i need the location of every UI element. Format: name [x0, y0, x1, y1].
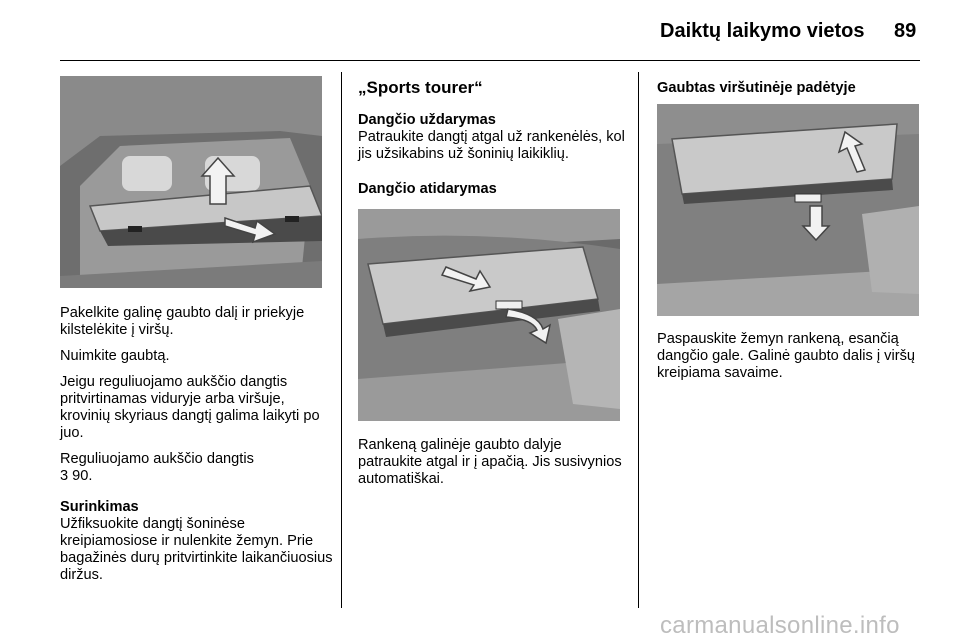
opening-caption: Rankeną galinėje gaubto dalyje patraukite atgal ir į apačią. Jis susivynios automatiškai. [358, 437, 622, 487]
closing-title: Dangčio uždarymas [358, 112, 496, 128]
col1-paragraph-3: Jeigu reguliuojamo aukščio dangtis pritvirtinamas viduryje arba viršuje, krovinių skyriaus dangtį galima laikyti po juo. [60, 374, 320, 441]
column-divider-2 [638, 72, 639, 608]
col1-text [60, 305, 334, 584]
opening-title: Dangčio atidarymas [358, 181, 497, 197]
closing-block [358, 112, 626, 163]
col1-paragraph-4: Reguliuojamo aukščio dangtis [60, 451, 254, 467]
page-header [0, 0, 960, 62]
cross-reference-link[interactable]: 3 90. [60, 468, 93, 484]
section-title: „Sports tourer“ [358, 78, 483, 97]
col1-paragraph-1: Pakelkite galinę gaubto dalį ir priekyje kilstelėkite į viršų. [60, 305, 305, 338]
closing-text: Patraukite dangtį atgal už rankenėlės, kol jis užsikabins už šoninių laikiklių. [358, 129, 625, 162]
column-divider-1 [341, 72, 342, 608]
col1-paragraph-2: Nuimkite gaubtą. [60, 348, 170, 364]
header-rule [60, 60, 920, 61]
page-number: 89 [894, 20, 917, 42]
upper-position-caption: Paspauskite žemyn rankeną, esančią dangčio gale. Galinė gaubto dalis į viršų kreipiama savaime. [657, 331, 915, 381]
assembly-text: Užfiksuokite dangtį šoninėse kreipiamosiose ir nulenkite žemyn. Prie bagažinės durų pritvirtinkite laikančiuosius diržus. [60, 516, 333, 583]
figure-cover-removal [60, 76, 322, 288]
upper-position-subhead: Gaubtas viršutinėje padėtyje [657, 80, 856, 96]
figure-cover-opening [358, 209, 620, 421]
figure-cover-upper-position [657, 104, 919, 316]
watermark: carmanualsonline.info [660, 612, 900, 639]
assembly-subhead: Surinkimas [60, 499, 139, 515]
header-title: Daiktų laikymo vietos [660, 20, 865, 42]
